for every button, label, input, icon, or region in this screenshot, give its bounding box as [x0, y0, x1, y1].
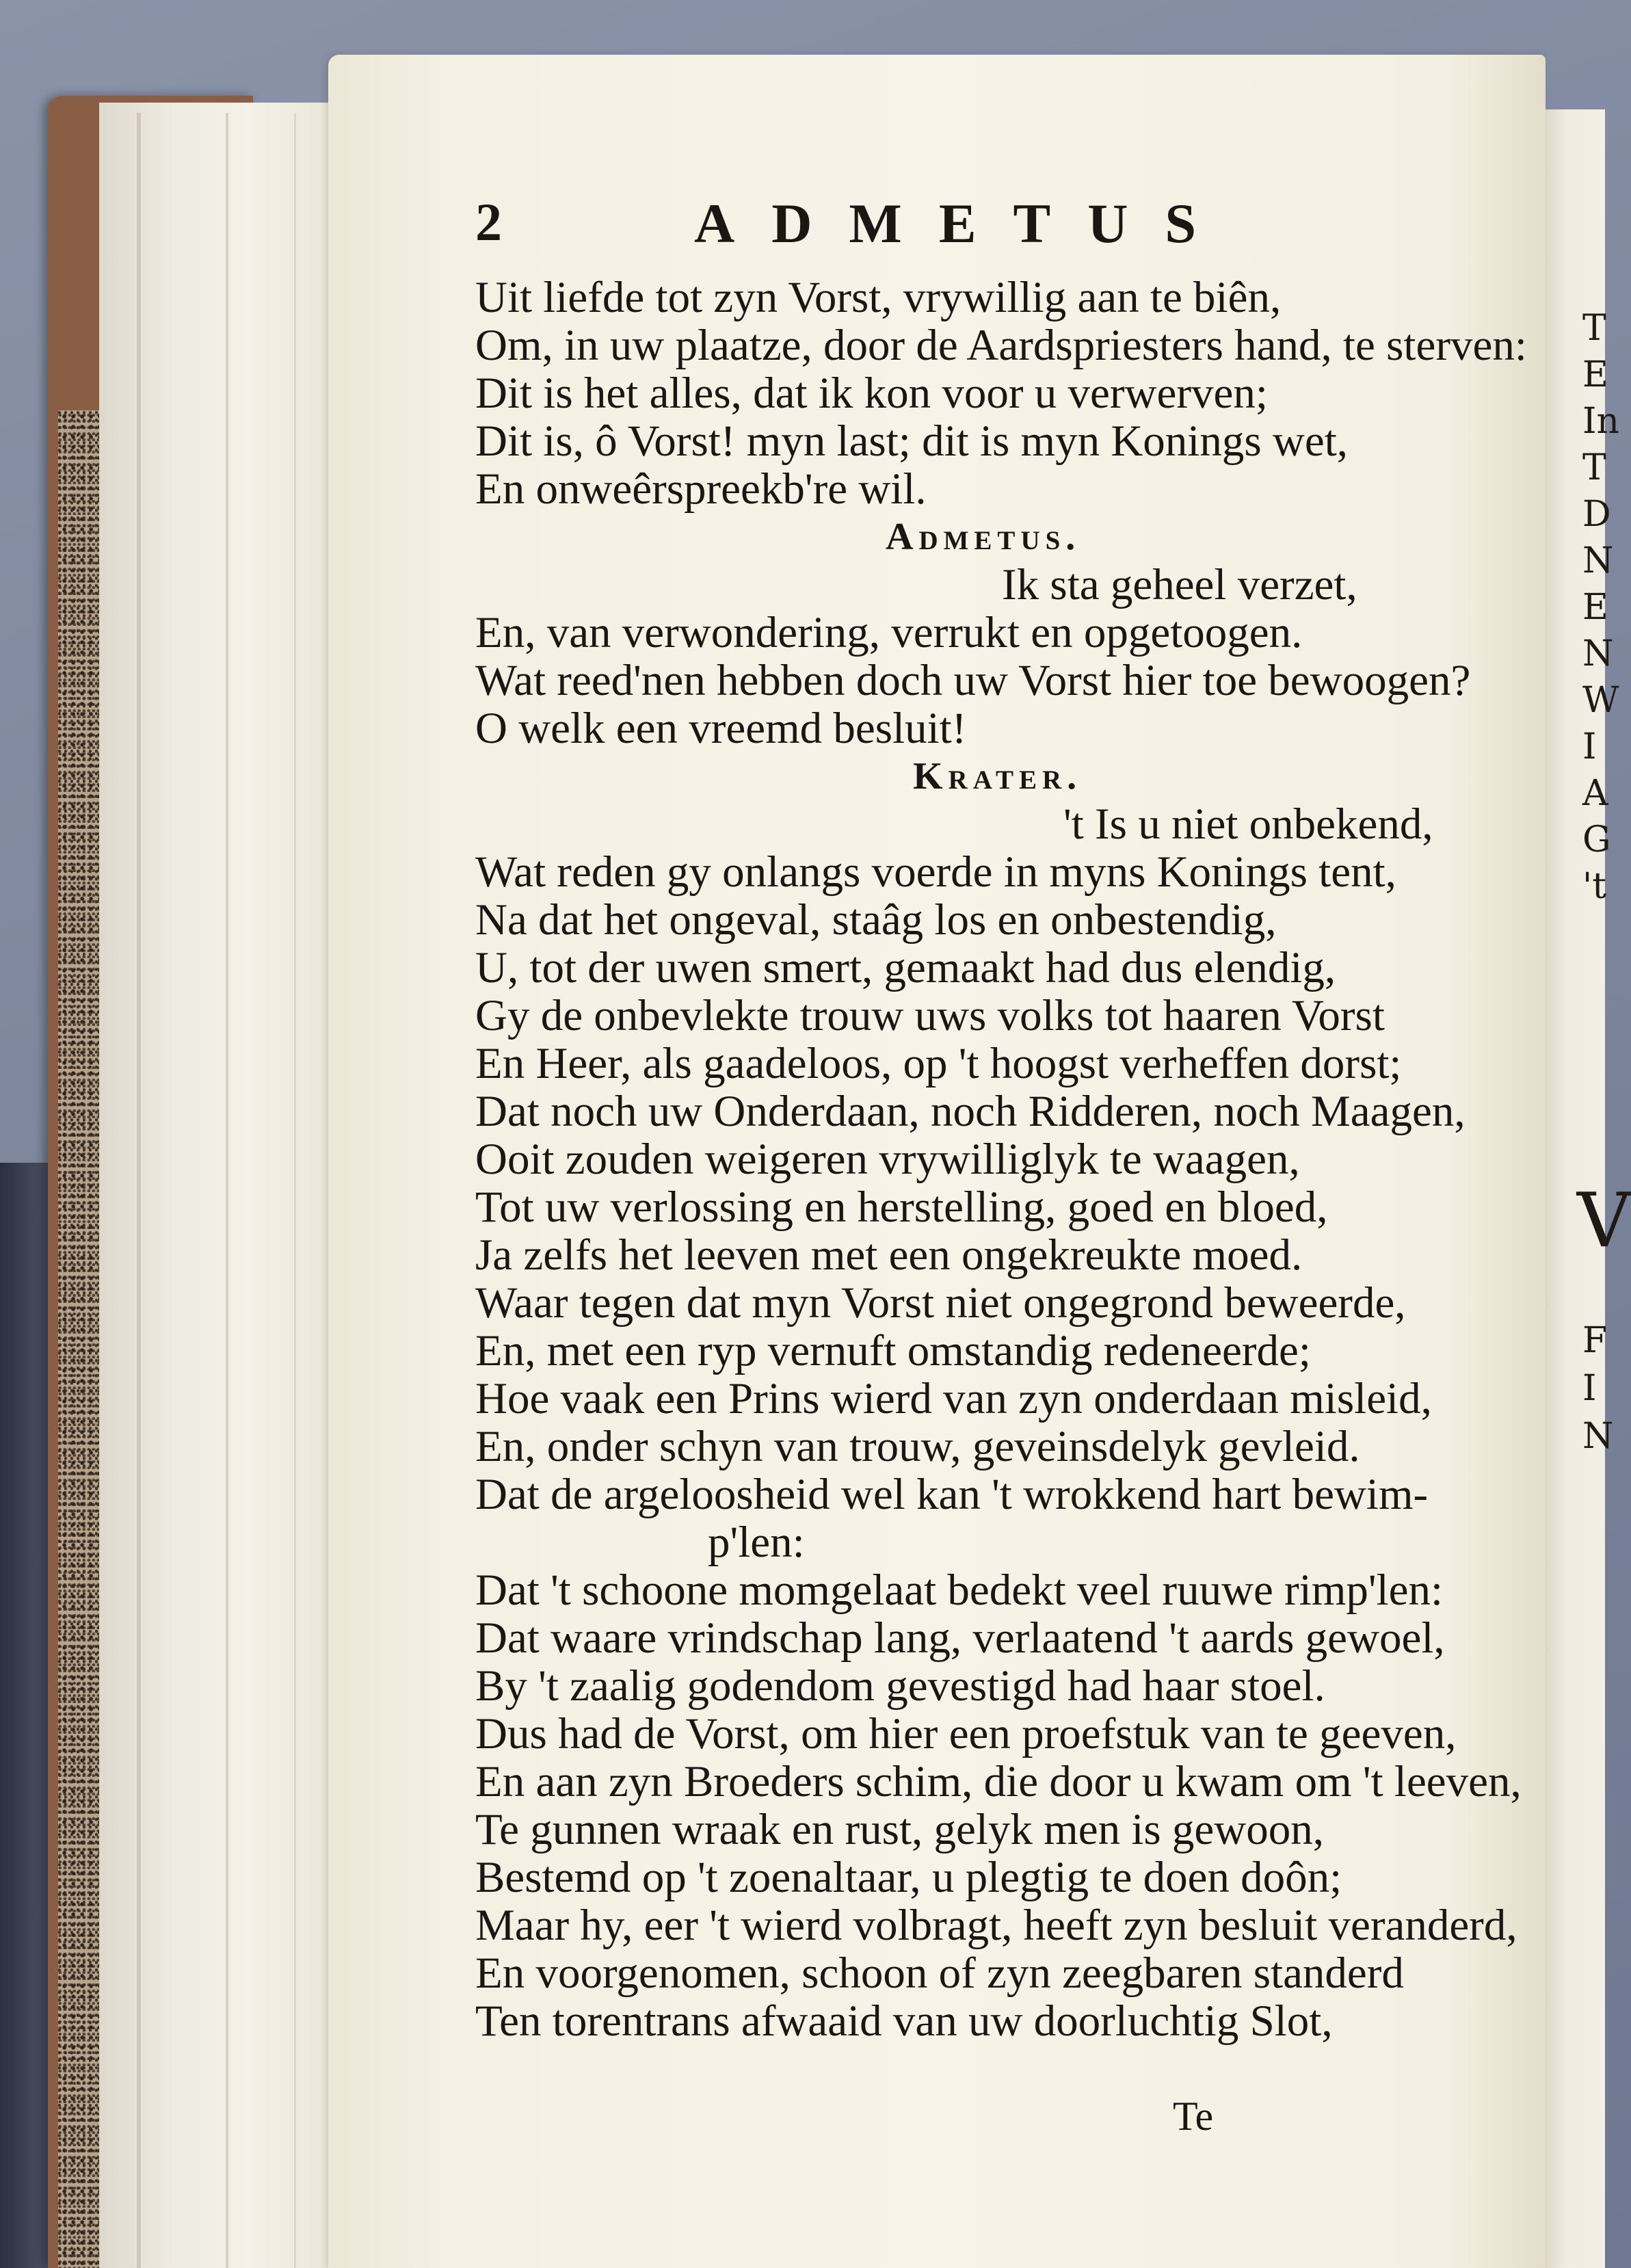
verse-line: Bestemd op 't zoenaltaar, u plegtig te doen doôn;: [475, 1853, 1342, 1902]
next-page-letter: W: [1582, 680, 1619, 721]
verse-line: 't Is u niet onbekend,: [1063, 800, 1433, 849]
verse-line: En, met een ryp vernuft omstandig redeneerde;: [475, 1326, 1311, 1375]
verse-line: Dat de argeloosheid wel kan 't wrokkend hart bewim-: [475, 1470, 1429, 1519]
verse-line: Te gunnen wraak en rust, gelyk men is gewoon,: [475, 1805, 1324, 1854]
verse-line: Gy de onbevlekte trouw uws volks tot haaren Vorst: [475, 991, 1385, 1040]
verse-line-continuation: p'len:: [708, 1518, 805, 1567]
verse-line: En, onder schyn van trouw, geveinsdelyk gevleid.: [475, 1422, 1360, 1471]
verse-line: Wat reed'nen hebben doch uw Vorst hier toe bewoogen?: [475, 656, 1471, 705]
next-page-letter: E: [1582, 354, 1608, 395]
verse-line: En aan zyn Broeders schim, die door u kwam om 't leeven,: [475, 1757, 1522, 1806]
page-edge: [226, 113, 228, 2268]
verse-line: O welk een vreemd besluit!: [475, 704, 967, 753]
verse-line: Ja zelfs het leeven met een ongekreukte moed.: [475, 1230, 1303, 1280]
next-page-letter: A: [1582, 773, 1608, 814]
verse-line: Dit is, ô Vorst! myn last; dit is myn Konings wet,: [475, 417, 1349, 466]
page-edge: [294, 113, 296, 2268]
next-page-letter: N: [1582, 540, 1614, 581]
verse-line: Waar tegen dat myn Vorst niet ongegrond beweerde,: [475, 1278, 1406, 1328]
verse-line: En onweêrspreekb're wil.: [475, 464, 927, 514]
next-page-letter: F: [1582, 1320, 1608, 1361]
next-page-letter: G: [1582, 819, 1611, 860]
verse-line: Tot uw verlossing en herstelling, goed en bloed,: [475, 1183, 1328, 1232]
next-page-fragment: [1539, 109, 1631, 2268]
next-page-letter: T: [1582, 447, 1606, 488]
page-text: [475, 192, 1542, 2045]
verse-line: Dat noch uw Onderdaan, noch Ridderen, noch Maagen,: [475, 1087, 1466, 1136]
verse-line: En voorgenomen, schoon of zyn zeegbaren standerd: [475, 1949, 1404, 1998]
verse-line: Na dat het ongeval, staâg los en onbestendig,: [475, 895, 1277, 945]
verse-line: Dat waare vrindschap lang, verlaatend 't aards gewoel,: [475, 1613, 1445, 1663]
verse-line: Ik sta geheel verzet,: [1002, 560, 1357, 609]
verse-line: Ten torentrans afwaaid van uw doorluchtig Slot,: [475, 1996, 1333, 2046]
speaker-name: Krater.: [913, 755, 1083, 797]
running-head: ADMETUS: [694, 192, 1234, 254]
next-page-letter: In: [1582, 401, 1620, 442]
verse-line: By 't zaalig godendom gevestigd had haar stoel.: [475, 1661, 1325, 1711]
catchword: Te: [1173, 2094, 1214, 2139]
verse-line: Uit liefde tot zyn Vorst, vrywillig aan te biên,: [475, 273, 1282, 322]
verse-line: En Heer, als gaadeloos, op 't hoogst verheffen dorst;: [475, 1039, 1402, 1088]
verse-line: Om, in uw plaatze, door de Aardspriesters hand, te sterven:: [475, 321, 1527, 370]
next-page-letter: N: [1582, 633, 1614, 674]
verse-line: Wat reden gy onlangs voerde in myns Konings tent,: [475, 847, 1396, 897]
book-page: [328, 55, 1546, 2268]
next-page-letter: E: [1582, 587, 1608, 628]
page-edge: [137, 113, 141, 2268]
page-number: 2: [475, 192, 502, 252]
next-page-letter: 't: [1582, 866, 1607, 907]
verse-line: Ooit zouden weigeren vrywilliglyk te waagen,: [475, 1135, 1300, 1184]
next-page-letter: I: [1582, 726, 1597, 767]
page-header: [475, 192, 1542, 274]
verse-line: U, tot der uwen smert, gemaakt had dus elendig,: [475, 943, 1336, 992]
next-page-letter: D: [1582, 494, 1611, 535]
next-page-letter: V: [1577, 1176, 1631, 1264]
endpaper-stack: [99, 103, 345, 2268]
speaker-name: Admetus.: [886, 516, 1081, 558]
next-page-letter: I: [1582, 1368, 1597, 1409]
next-page-letter: T: [1582, 308, 1606, 349]
verse-line: Dit is het alles, dat ik kon voor u verwerven;: [475, 369, 1268, 418]
verse-line: Dus had de Vorst, om hier een proefstuk van te geeven,: [475, 1709, 1457, 1758]
verse-line: Maar hy, eer 't wierd volbragt, heeft zyn besluit veranderd,: [475, 1901, 1517, 1950]
verse-line: Hoe vaak een Prins wierd van zyn onderdaan misleid,: [475, 1374, 1432, 1423]
verse-line: En, van verwondering, verrukt en opgetoogen.: [475, 608, 1303, 657]
verse-line: Dat 't schoone momgelaat bedekt veel ruuwe rimp'len:: [475, 1566, 1444, 1615]
next-page-letter: N: [1582, 1416, 1614, 1457]
